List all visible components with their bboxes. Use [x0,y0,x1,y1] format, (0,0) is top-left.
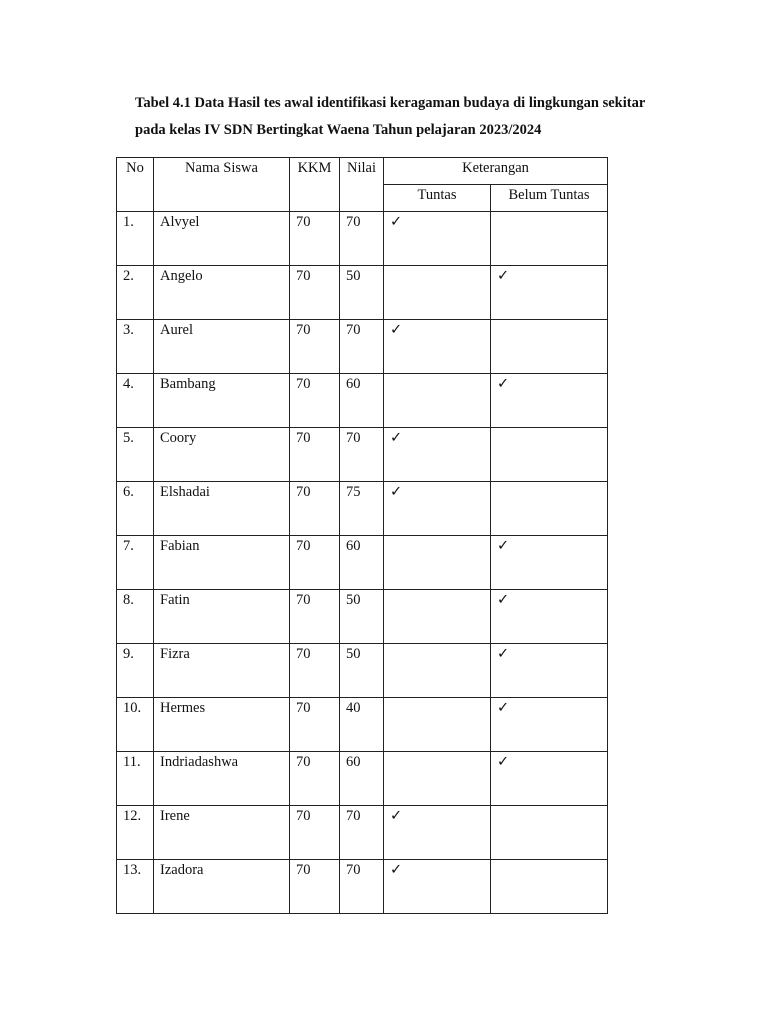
table-row [117,428,608,482]
table-row [117,752,608,806]
cell-nilai: 70 [340,212,384,266]
check-icon: ✓ [390,862,403,878]
header-keterangan: Keterangan [384,158,608,185]
table-row [117,860,608,914]
cell-kkm: 70 [290,698,340,752]
header-belum-tuntas: Belum Tuntas [491,185,608,212]
cell-tuntas [384,482,491,536]
check-icon: ✓ [390,484,403,500]
cell-nama-siswa: Coory [154,428,290,482]
cell-nilai: 70 [340,320,384,374]
cell-no: 2. [117,266,154,320]
check-icon: ✓ [497,538,510,554]
check-icon: ✓ [497,592,510,608]
cell-no: 5. [117,428,154,482]
cell-belum-tuntas [491,698,608,752]
caption-line-2: pada kelas IV SDN Bertingkat Waena Tahun pelajaran 2023/2024 [135,122,542,138]
cell-tuntas [384,374,491,428]
cell-kkm: 70 [290,860,340,914]
table-row [117,590,608,644]
cell-nilai: 50 [340,644,384,698]
check-icon: ✓ [497,376,510,392]
cell-kkm: 70 [290,482,340,536]
cell-no: 12. [117,806,154,860]
cell-kkm: 70 [290,644,340,698]
cell-no: 11. [117,752,154,806]
header-nilai: Nilai [340,158,384,212]
cell-nama-siswa: Aurel [154,320,290,374]
check-icon: ✓ [497,268,510,284]
cell-tuntas [384,806,491,860]
cell-nilai: 60 [340,752,384,806]
cell-nama-siswa: Elshadai [154,482,290,536]
cell-nama-siswa: Bambang [154,374,290,428]
cell-belum-tuntas [491,428,608,482]
cell-tuntas [384,428,491,482]
cell-belum-tuntas [491,482,608,536]
cell-nilai: 75 [340,482,384,536]
cell-tuntas [384,752,491,806]
cell-no: 3. [117,320,154,374]
cell-nilai: 50 [340,590,384,644]
header-kkm: KKM [290,158,340,212]
cell-nilai: 60 [340,374,384,428]
cell-belum-tuntas [491,536,608,590]
cell-belum-tuntas [491,320,608,374]
cell-tuntas [384,860,491,914]
table-row [117,698,608,752]
header-no: No [117,158,154,212]
cell-nilai: 60 [340,536,384,590]
table-row [117,320,608,374]
table-row [117,806,608,860]
cell-kkm: 70 [290,374,340,428]
cell-kkm: 70 [290,752,340,806]
header-nama-siswa: Nama Siswa [154,158,290,212]
cell-nama-siswa: Angelo [154,266,290,320]
cell-nama-siswa: Alvyel [154,212,290,266]
cell-no: 8. [117,590,154,644]
check-icon: ✓ [497,754,510,770]
cell-kkm: 70 [290,428,340,482]
cell-belum-tuntas [491,374,608,428]
cell-nama-siswa: Hermes [154,698,290,752]
student-results-table [116,157,608,914]
cell-nilai: 70 [340,428,384,482]
cell-tuntas [384,644,491,698]
cell-nama-siswa: Indriadashwa [154,752,290,806]
check-icon: ✓ [390,322,403,338]
cell-no: 4. [117,374,154,428]
cell-kkm: 70 [290,590,340,644]
cell-nama-siswa: Izadora [154,860,290,914]
check-icon: ✓ [390,430,403,446]
cell-nilai: 40 [340,698,384,752]
cell-nama-siswa: Irene [154,806,290,860]
table-row [117,266,608,320]
cell-nilai: 70 [340,860,384,914]
table-caption [135,90,695,144]
header-row-1 [117,158,608,185]
cell-nama-siswa: Fatin [154,590,290,644]
cell-kkm: 70 [290,806,340,860]
cell-no: 6. [117,482,154,536]
table-row [117,536,608,590]
check-icon: ✓ [497,700,510,716]
cell-tuntas [384,212,491,266]
cell-tuntas [384,536,491,590]
cell-kkm: 70 [290,536,340,590]
cell-tuntas [384,320,491,374]
cell-kkm: 70 [290,212,340,266]
cell-no: 9. [117,644,154,698]
cell-belum-tuntas [491,590,608,644]
cell-tuntas [384,266,491,320]
check-icon: ✓ [497,646,510,662]
table-row [117,212,608,266]
cell-tuntas [384,698,491,752]
cell-nama-siswa: Fabian [154,536,290,590]
cell-nilai: 50 [340,266,384,320]
cell-no: 10. [117,698,154,752]
cell-tuntas [384,590,491,644]
cell-nama-siswa: Fizra [154,644,290,698]
table-row [117,644,608,698]
cell-belum-tuntas [491,752,608,806]
cell-kkm: 70 [290,320,340,374]
table-body [117,212,608,914]
cell-nilai: 70 [340,806,384,860]
cell-belum-tuntas [491,266,608,320]
cell-belum-tuntas [491,860,608,914]
cell-belum-tuntas [491,806,608,860]
cell-no: 7. [117,536,154,590]
check-icon: ✓ [390,214,403,230]
cell-no: 1. [117,212,154,266]
caption-line-1: Tabel 4.1 Data Hasil tes awal identifikasi keragaman budaya di lingkungan sekitar [135,95,646,111]
header-tuntas: Tuntas [384,185,491,212]
cell-belum-tuntas [491,644,608,698]
table-row [117,482,608,536]
table-row [117,374,608,428]
cell-belum-tuntas [491,212,608,266]
cell-no: 13. [117,860,154,914]
cell-kkm: 70 [290,266,340,320]
check-icon: ✓ [390,808,403,824]
